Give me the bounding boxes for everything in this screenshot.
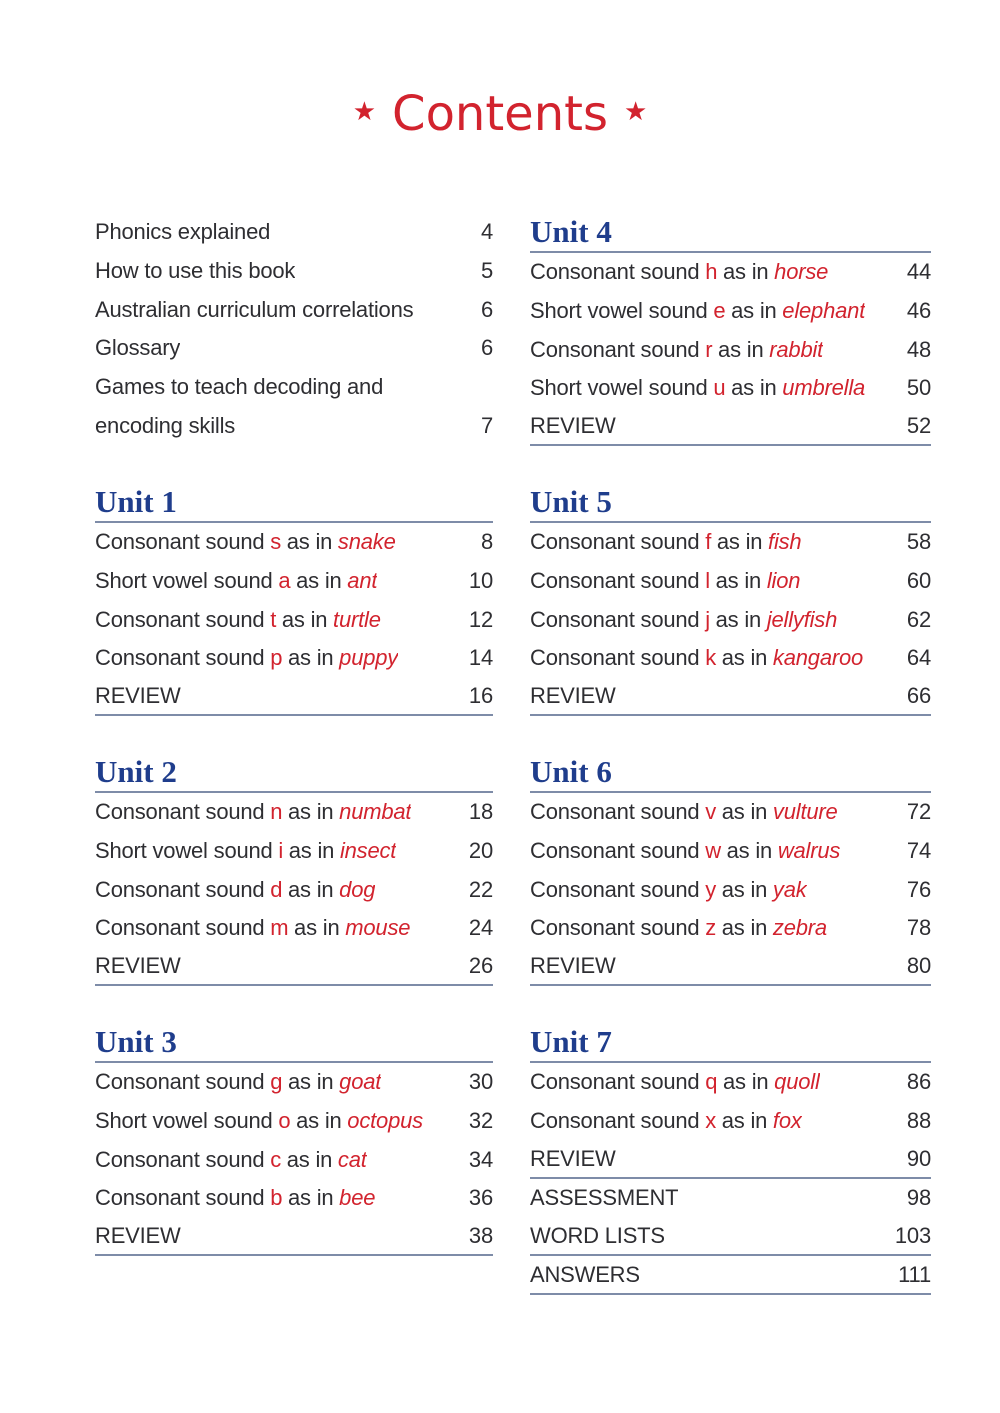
- entry-page-number: 74: [906, 838, 931, 864]
- entry-page-number: 44: [906, 259, 931, 285]
- entry-text: [95, 838, 396, 864]
- toc-entry: [95, 329, 493, 368]
- entry-infix: as in: [287, 645, 334, 671]
- entry-page-number: 90: [906, 1145, 931, 1171]
- unit-heading: Unit 1: [95, 484, 177, 519]
- entry-text: [530, 298, 865, 324]
- toc-entry: [95, 1218, 493, 1257]
- star-icon: ★: [623, 97, 648, 127]
- entry-prefix: Short vowel sound: [95, 1108, 273, 1134]
- left-column: [95, 0, 493, 1413]
- entry-list: [95, 213, 493, 445]
- entry-list: [530, 1063, 931, 1295]
- entry-prefix: Consonant sound: [530, 1108, 700, 1134]
- entry-infix: as in: [718, 336, 764, 362]
- entry-page-number: 78: [906, 915, 931, 941]
- entry-label: REVIEW: [530, 683, 616, 709]
- entry-infix: as in: [721, 1108, 768, 1134]
- entry-text: [530, 375, 865, 401]
- entry-page-number: 62: [906, 606, 931, 632]
- entry-list: [530, 523, 931, 716]
- unit-block: [530, 213, 931, 446]
- entry-text: [95, 1069, 381, 1095]
- entry-prefix: Consonant sound: [95, 529, 265, 555]
- entry-page-number: 34: [468, 1146, 493, 1172]
- entry-sound-letter: r: [705, 336, 713, 362]
- entry-label: REVIEW: [530, 953, 616, 979]
- unit-block: [530, 753, 931, 986]
- entry-text: [530, 953, 616, 979]
- entry-text: [95, 645, 398, 671]
- entry-prefix: Consonant sound: [530, 915, 700, 941]
- entry-infix: as in: [715, 568, 762, 594]
- entry-infix: as in: [716, 529, 763, 555]
- toc-entry: [530, 330, 931, 369]
- entry-infix: as in: [296, 568, 342, 594]
- toc-entry: [530, 1218, 931, 1257]
- entry-page-number: 18: [468, 799, 493, 825]
- entry-sound-letter: i: [278, 838, 284, 864]
- entry-infix: as in: [287, 876, 334, 902]
- entry-sound-letter: j: [705, 606, 710, 632]
- entry-text: [95, 1223, 181, 1249]
- entry-example-word: fish: [768, 529, 802, 555]
- entry-text: [95, 258, 295, 284]
- toc-entry: [530, 1179, 931, 1218]
- entry-example-word: vulture: [772, 799, 838, 825]
- entry-sound-letter: z: [705, 915, 716, 941]
- toc-entry: [95, 832, 493, 871]
- entry-text: [530, 529, 801, 555]
- toc-entry: [530, 639, 931, 678]
- entry-example-word: zebra: [772, 915, 827, 941]
- entry-page-number: 8: [480, 529, 493, 555]
- toc-entry: [530, 292, 931, 331]
- entry-list: [95, 793, 493, 986]
- entry-infix: as in: [715, 606, 762, 632]
- entry-example-word: elephant: [782, 298, 866, 324]
- entry-example-word: kangaroo: [772, 645, 864, 671]
- entry-sound-letter: o: [278, 1108, 291, 1134]
- toc-entry: [530, 870, 931, 909]
- entry-prefix: Consonant sound: [530, 645, 700, 671]
- entry-text: [530, 337, 823, 363]
- entry-example-word: turtle: [333, 606, 381, 632]
- entry-page-number: 64: [906, 645, 931, 671]
- toc-entry: [95, 562, 493, 601]
- entry-page-number: 86: [906, 1069, 931, 1095]
- entry-page-number: 46: [906, 298, 931, 324]
- entry-list: [530, 793, 931, 986]
- entry-sound-letter: p: [270, 645, 283, 671]
- entry-text: [530, 1108, 802, 1134]
- entry-page-number: 32: [468, 1108, 493, 1134]
- entry-infix: as in: [288, 838, 335, 864]
- entry-text: [530, 683, 616, 709]
- toc-entry: [95, 406, 493, 445]
- entry-page-number: 14: [468, 645, 493, 671]
- entry-sound-letter: b: [270, 1185, 283, 1211]
- toc-entry: [530, 408, 931, 447]
- entry-text: [95, 413, 235, 439]
- entry-label: REVIEW: [95, 683, 181, 709]
- entry-infix: as in: [287, 1185, 334, 1211]
- toc-entry: [95, 523, 493, 562]
- entry-page-number: 58: [906, 529, 931, 555]
- entry-sound-letter: d: [270, 876, 283, 902]
- entry-text: [530, 413, 616, 439]
- entry-prefix: Consonant sound: [95, 915, 265, 941]
- entry-example-word: rabbit: [769, 336, 824, 362]
- entry-page-number: 52: [906, 413, 931, 439]
- entry-prefix: Consonant sound: [95, 606, 265, 632]
- entry-prefix: Consonant sound: [530, 1069, 700, 1095]
- entry-text: [530, 607, 837, 633]
- entry-page-number: 50: [906, 375, 931, 401]
- toc-entry: [95, 213, 493, 252]
- entry-page-number: 72: [906, 799, 931, 825]
- unit-heading: Unit 3: [95, 1024, 177, 1059]
- entry-sound-letter: a: [278, 568, 291, 594]
- star-icon: ★: [352, 97, 377, 127]
- entry-label: REVIEW: [530, 1145, 616, 1171]
- entry-example-word: numbat: [339, 799, 412, 825]
- entry-page-number: 24: [468, 915, 493, 941]
- entry-text: [530, 1262, 640, 1288]
- entry-prefix: Consonant sound: [530, 259, 700, 285]
- toc-entry: [95, 1063, 493, 1102]
- entry-example-word: cat: [337, 1146, 367, 1172]
- toc-entry: [95, 678, 493, 717]
- entry-prefix: Consonant sound: [95, 1146, 265, 1172]
- entry-infix: as in: [721, 915, 768, 941]
- entry-sound-letter: k: [705, 645, 716, 671]
- entry-page-number: 88: [906, 1108, 931, 1134]
- toc-entry: [530, 793, 931, 832]
- entry-sound-letter: v: [705, 799, 716, 825]
- toc-entry: [95, 1140, 493, 1179]
- entry-label: Games to teach decoding and: [95, 374, 384, 400]
- unit-block: [95, 753, 493, 986]
- toc-entry: [95, 793, 493, 832]
- entry-infix: as in: [721, 799, 768, 825]
- toc-entry: [530, 1140, 931, 1179]
- toc-entry: [530, 562, 931, 601]
- entry-sound-letter: h: [705, 259, 718, 285]
- entry-sound-letter: q: [705, 1069, 718, 1095]
- entry-sound-letter: x: [705, 1108, 716, 1134]
- entry-text: [530, 915, 827, 941]
- entry-page-number: 12: [468, 606, 493, 632]
- entry-example-word: horse: [774, 259, 829, 285]
- entry-infix: as in: [722, 1069, 769, 1095]
- entry-text: [530, 645, 863, 671]
- entry-prefix: Consonant sound: [95, 1185, 265, 1211]
- entry-label: REVIEW: [95, 953, 181, 979]
- entry-example-word: goat: [339, 1069, 382, 1095]
- entry-page-number: 76: [906, 876, 931, 902]
- entry-prefix: Consonant sound: [530, 529, 700, 555]
- toc-entry: [530, 523, 931, 562]
- entry-text: [530, 799, 838, 825]
- entry-prefix: Consonant sound: [530, 799, 700, 825]
- entry-text: [530, 1069, 820, 1095]
- entry-example-word: walrus: [777, 838, 841, 864]
- entry-example-word: fox: [772, 1108, 802, 1134]
- entry-example-word: bee: [339, 1185, 376, 1211]
- entry-prefix: Short vowel sound: [95, 838, 273, 864]
- unit-heading: Unit 2: [95, 754, 177, 789]
- toc-entry: [530, 369, 931, 408]
- entry-infix: as in: [281, 606, 328, 632]
- entry-infix: as in: [726, 838, 773, 864]
- entry-sound-letter: w: [705, 838, 721, 864]
- entry-page-number: 6: [480, 296, 493, 322]
- entry-page-number: 80: [906, 953, 931, 979]
- entry-text: [95, 1185, 375, 1211]
- entry-label: REVIEW: [95, 1223, 181, 1249]
- entry-text: [95, 374, 383, 400]
- entry-sound-letter: e: [713, 298, 726, 324]
- entry-page-number: 5: [480, 258, 493, 284]
- entry-text: [530, 1146, 616, 1172]
- entry-prefix: Consonant sound: [530, 568, 700, 594]
- entry-page-number: 60: [906, 568, 931, 594]
- unit-block: [530, 483, 931, 716]
- unit-block: [530, 1023, 931, 1295]
- entry-text: [95, 1108, 423, 1134]
- entry-example-word: insect: [339, 838, 397, 864]
- entry-infix: as in: [721, 645, 768, 671]
- entry-sound-letter: m: [270, 915, 289, 941]
- toc-entry: [530, 1063, 931, 1102]
- toc-entry: [530, 1256, 931, 1295]
- entry-prefix: Consonant sound: [95, 645, 265, 671]
- entry-text: [95, 1147, 367, 1173]
- entry-infix: as in: [287, 799, 334, 825]
- entry-label: How to use this book: [95, 258, 296, 284]
- entry-example-word: dog: [339, 876, 376, 902]
- entry-label: ANSWERS: [530, 1261, 640, 1287]
- entry-text: [530, 568, 800, 594]
- entry-example-word: octopus: [347, 1108, 423, 1134]
- entry-page-number: 26: [468, 953, 493, 979]
- unit-block: [95, 1023, 493, 1256]
- entry-infix: as in: [731, 298, 777, 324]
- entry-text: [95, 915, 410, 941]
- entry-list: [530, 253, 931, 446]
- entry-text: [530, 259, 828, 285]
- entry-text: [530, 1185, 678, 1211]
- entry-prefix: Consonant sound: [95, 876, 265, 902]
- entry-text: [95, 799, 411, 825]
- entry-sound-letter: u: [713, 375, 726, 401]
- entry-page-number: 98: [906, 1185, 931, 1211]
- unit-heading: Unit 4: [530, 214, 612, 249]
- entry-example-word: yak: [772, 876, 807, 902]
- toc-entry: [95, 290, 493, 329]
- entry-text: [95, 529, 396, 555]
- entry-infix: as in: [286, 1146, 333, 1172]
- entry-sound-letter: t: [270, 606, 277, 632]
- entry-example-word: umbrella: [782, 375, 866, 401]
- entry-infix: as in: [294, 915, 340, 941]
- right-column: [530, 0, 931, 1413]
- entry-prefix: Consonant sound: [530, 838, 700, 864]
- entry-infix: as in: [296, 1108, 342, 1134]
- entry-text: [530, 877, 807, 903]
- entry-label: WORD LISTS: [530, 1223, 665, 1249]
- entry-page-number: 30: [468, 1069, 493, 1095]
- entry-page-number: 7: [480, 412, 493, 438]
- page-title-text: Contents: [392, 86, 608, 142]
- entry-infix: as in: [721, 876, 768, 902]
- toc-entry: [95, 639, 493, 678]
- entry-prefix: Consonant sound: [95, 1069, 265, 1095]
- entry-text: [530, 1223, 665, 1249]
- entry-label: Australian curriculum correlations: [95, 296, 414, 322]
- toc-entry: [530, 600, 931, 639]
- entry-sound-letter: f: [705, 529, 712, 555]
- entry-label: REVIEW: [530, 413, 616, 439]
- entry-example-word: snake: [337, 529, 396, 555]
- entry-prefix: Consonant sound: [530, 336, 700, 362]
- entry-example-word: lion: [766, 568, 801, 594]
- toc-entry: [530, 1102, 931, 1141]
- entry-page-number: 111: [898, 1261, 931, 1287]
- entry-text: [95, 219, 270, 245]
- entry-page-number: 10: [468, 568, 493, 594]
- entry-sound-letter: n: [270, 799, 283, 825]
- entry-text: [95, 568, 377, 594]
- entry-infix: as in: [287, 1069, 334, 1095]
- toc-entry: [95, 600, 493, 639]
- entry-text: [95, 297, 413, 323]
- toc-entry: [530, 253, 931, 292]
- toc-entry: [95, 909, 493, 948]
- entry-infix: as in: [722, 259, 769, 285]
- entry-text: [95, 953, 181, 979]
- entry-page-number: 66: [906, 683, 931, 709]
- toc-entry: [95, 948, 493, 987]
- entry-page-number: 20: [468, 838, 493, 864]
- entry-page-number: 48: [906, 336, 931, 362]
- unit-heading: Unit 7: [530, 1024, 612, 1059]
- toc-entry: [530, 948, 931, 987]
- toc-entry: [95, 1179, 493, 1218]
- entry-text: [95, 683, 181, 709]
- entry-label: ASSESSMENT: [530, 1185, 679, 1211]
- entry-sound-letter: y: [705, 876, 716, 902]
- entry-prefix: Consonant sound: [530, 876, 700, 902]
- intro-block: [95, 213, 493, 445]
- entry-page-number: 38: [468, 1223, 493, 1249]
- entry-text: [95, 877, 375, 903]
- unit-heading: Unit 6: [530, 754, 612, 789]
- entry-label: Phonics explained: [95, 219, 271, 245]
- entry-prefix: Short vowel sound: [530, 298, 708, 324]
- entry-label: encoding skills: [95, 412, 236, 438]
- entry-sound-letter: s: [270, 529, 281, 555]
- entry-example-word: puppy: [339, 645, 399, 671]
- toc-entry: [530, 909, 931, 948]
- entry-text: [95, 607, 381, 633]
- entry-sound-letter: l: [705, 568, 710, 594]
- entry-page-number: 36: [468, 1185, 493, 1211]
- unit-block: [95, 483, 493, 716]
- entry-prefix: Consonant sound: [95, 799, 265, 825]
- entry-example-word: jellyfish: [766, 606, 838, 632]
- entry-prefix: Consonant sound: [530, 606, 700, 632]
- entry-prefix: Short vowel sound: [95, 568, 273, 594]
- entry-infix: as in: [731, 375, 777, 401]
- entry-example-word: quoll: [774, 1069, 820, 1095]
- entry-label: Glossary: [95, 335, 181, 361]
- toc-entry: [530, 832, 931, 871]
- entry-prefix: Short vowel sound: [530, 375, 708, 401]
- toc-entry: [95, 368, 493, 407]
- entry-sound-letter: c: [270, 1146, 281, 1172]
- entry-list: [95, 1063, 493, 1256]
- entry-example-word: mouse: [345, 915, 411, 941]
- toc-entry: [95, 870, 493, 909]
- unit-heading: Unit 5: [530, 484, 612, 519]
- entry-page-number: 16: [468, 683, 493, 709]
- entry-infix: as in: [286, 529, 333, 555]
- toc-entry: [530, 678, 931, 717]
- entry-page-number: 4: [480, 219, 493, 245]
- entry-page-number: 22: [468, 876, 493, 902]
- entry-text: [95, 335, 180, 361]
- entry-text: [530, 838, 840, 864]
- entry-page-number: 103: [894, 1223, 931, 1249]
- entry-example-word: ant: [347, 568, 378, 594]
- entry-page-number: 6: [480, 335, 493, 361]
- entry-list: [95, 523, 493, 716]
- entry-sound-letter: g: [270, 1069, 283, 1095]
- toc-entry: [95, 1102, 493, 1141]
- toc-entry: [95, 252, 493, 291]
